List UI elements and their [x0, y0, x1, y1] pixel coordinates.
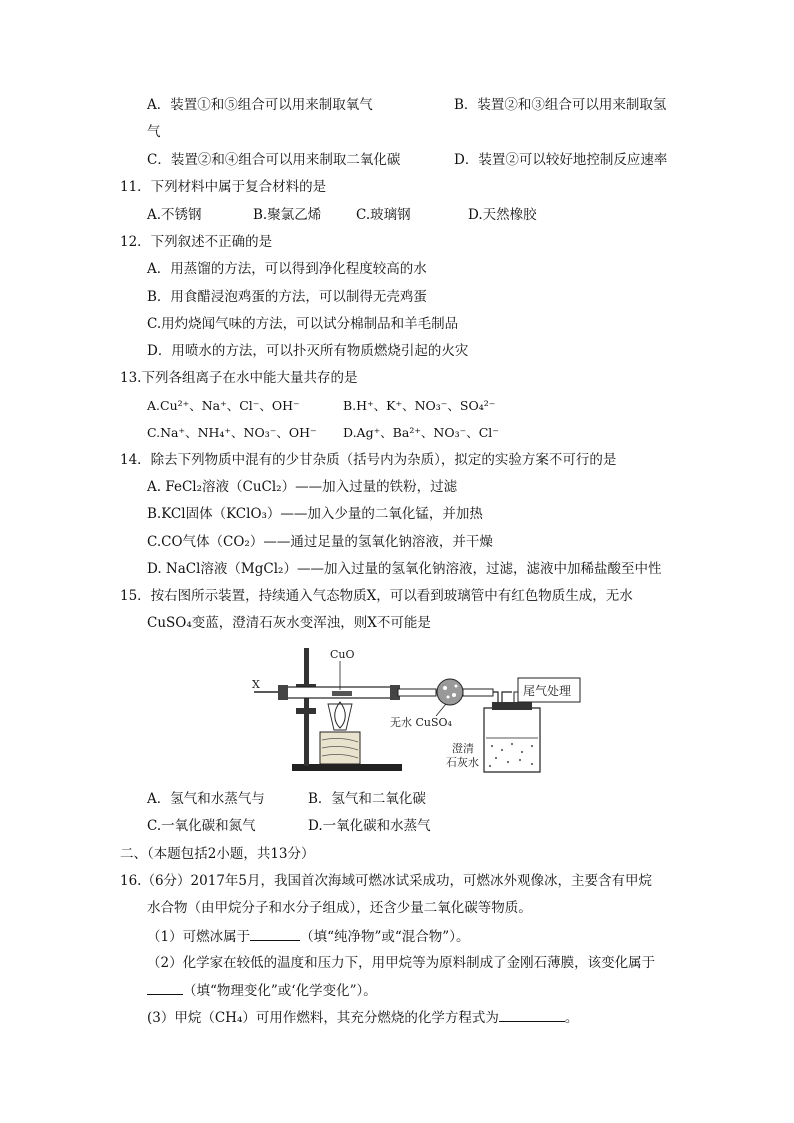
q10-option-b: B．装置②和③组合可以用来制取氢 [454, 97, 667, 113]
section-heading: 二、（本题包括2小题，共13分） [120, 846, 315, 862]
q10-option-d: D．装置②可以较好地控制反应速率 [454, 152, 668, 168]
q13-stem: 13.下列各组离子在水中能大量共存的是 [120, 370, 358, 386]
q10-option-b-cont: 气 [147, 124, 161, 140]
cuso4-bulb [437, 679, 463, 705]
q16-part1-text-b: （填“纯净物”或“混合物”）。 [300, 929, 470, 945]
q13-option-b: B.H⁺、K⁺、NO₃⁻、SO₄²⁻ [343, 398, 496, 413]
q15-apparatus-figure [240, 640, 620, 780]
q12-option-c: C.用灼烧闻气味的方法，可以试分棉制品和羊毛制品 [147, 316, 459, 332]
q12-option-b: B．用食醋浸泡鸡蛋的方法，可以制得无壳鸡蛋 [147, 289, 427, 305]
q16-stem-line1: 16.（6分）2017年5月，我国首次海域可燃冰试采成功，可燃冰外观像冰，主要含有甲烷 [120, 873, 653, 889]
tail-gas-label: 尾气处理 [523, 684, 572, 698]
q12-option-d: D．用喷水的方法，可以扑灭所有物质燃烧引起的火灾 [147, 343, 469, 359]
q11-stem: 11．下列材料中属于复合材料的是 [120, 179, 327, 195]
q13-option-a: A.Cu²⁺、Na⁺、Cl⁻、OH⁻ [147, 398, 300, 413]
q14-option-b: B.KCl固体（KClO₃）——加入少量的二氧化锰，并加热 [147, 506, 483, 522]
q16-part2-text-b: （填“物理变化”或‘化学变化”）。 [183, 983, 377, 999]
q16-part3-text-a: (3）甲烷（CH₄）可用作燃料，其充分燃烧的化学方程式为 [147, 1010, 499, 1026]
q16-part3-text-b: 。 [564, 1010, 579, 1026]
stand-rod [304, 648, 309, 766]
q11-option-b: B.聚氯乙烯 [253, 207, 322, 223]
q15-stem-line1: 15．按右图所示装置，持续通入气态物质X，可以看到玻璃管中有红色物质生成，无水 [120, 588, 633, 604]
q16-part1-blank[interactable] [250, 926, 300, 941]
q15-option-d: D.一氧化碳和水蒸气 [308, 818, 431, 834]
q12-stem: 12．下列叙述不正确的是 [120, 234, 273, 250]
x-label: X [252, 678, 260, 691]
q16-part3-blank[interactable] [499, 1007, 565, 1022]
q16-part1-text-a: （1）可燃冰属于 [147, 929, 251, 945]
q16-part3 [147, 1007, 578, 1028]
lime-water-label-1: 澄清 [452, 742, 474, 755]
q11-option-c: C.玻璃钢 [356, 207, 411, 223]
q13-option-c: C.Na⁺、NH₄⁺、NO₃⁻、OH⁻ [147, 425, 317, 440]
q15-option-c: C.一氧化碳和氮气 [147, 818, 256, 834]
q10-option-a: A．装置①和⑤组合可以用来制取氧气 [147, 97, 373, 113]
cuso4-label: 无水 CuSO₄ [390, 716, 452, 729]
q11-option-a: A.不锈钢 [147, 207, 202, 223]
q16-part2-line2 [147, 980, 377, 1001]
q10-option-c: C．装置②和④组合可以用来制取二氧化碳 [147, 152, 401, 168]
q15-stem-line2: CuSO₄变蓝，澄清石灰水变浑浊，则X不可能是 [147, 615, 431, 631]
q15-option-b: B．氢气和二氧化碳 [308, 791, 426, 807]
q13-option-d: D.Ag⁺、Ba²⁺、NO₃⁻、Cl⁻ [343, 425, 499, 440]
lime-water-bottle [484, 708, 540, 772]
wood-block [320, 732, 360, 764]
q11-option-d: D.天然橡胶 [468, 207, 537, 223]
q16-part1 [147, 926, 469, 947]
q14-stem: 14．除去下列物质中混有的少甘杂质（括号内为杂质），拟定的实验方案不可行的是 [120, 452, 617, 468]
q15-option-a: A．氢气和水蒸气与 [147, 791, 265, 807]
cuo-label: CuO [330, 648, 355, 661]
q16-stem-line2: 水合物（由甲烷分子和水分子组成），还含少量二氧化碳等物质。 [147, 900, 532, 916]
q14-option-c: C.CO气体（CO₂）——通过足量的氢氧化钠溶液，并干燥 [147, 534, 493, 550]
q12-option-a: A．用蒸馏的方法，可以得到净化程度较高的水 [147, 261, 427, 277]
q16-part2-blank[interactable] [147, 980, 183, 995]
flame [335, 702, 346, 728]
q14-option-d: D. NaCl溶液（MgCl₂）——加入过量的氢氧化钠溶液，过滤，滤液中加稀盐酸至中性 [147, 561, 662, 577]
lime-water-label-2: 石灰水 [446, 756, 479, 769]
q14-option-a: A. FeCl₂溶液（CuCl₂）——加入过量的铁粉，过滤 [147, 479, 458, 495]
q16-part2-line1: （2）化学家在较低的温度和压力下，用甲烷等为原料制成了金刚石薄膜，该变化属于 [147, 955, 656, 971]
